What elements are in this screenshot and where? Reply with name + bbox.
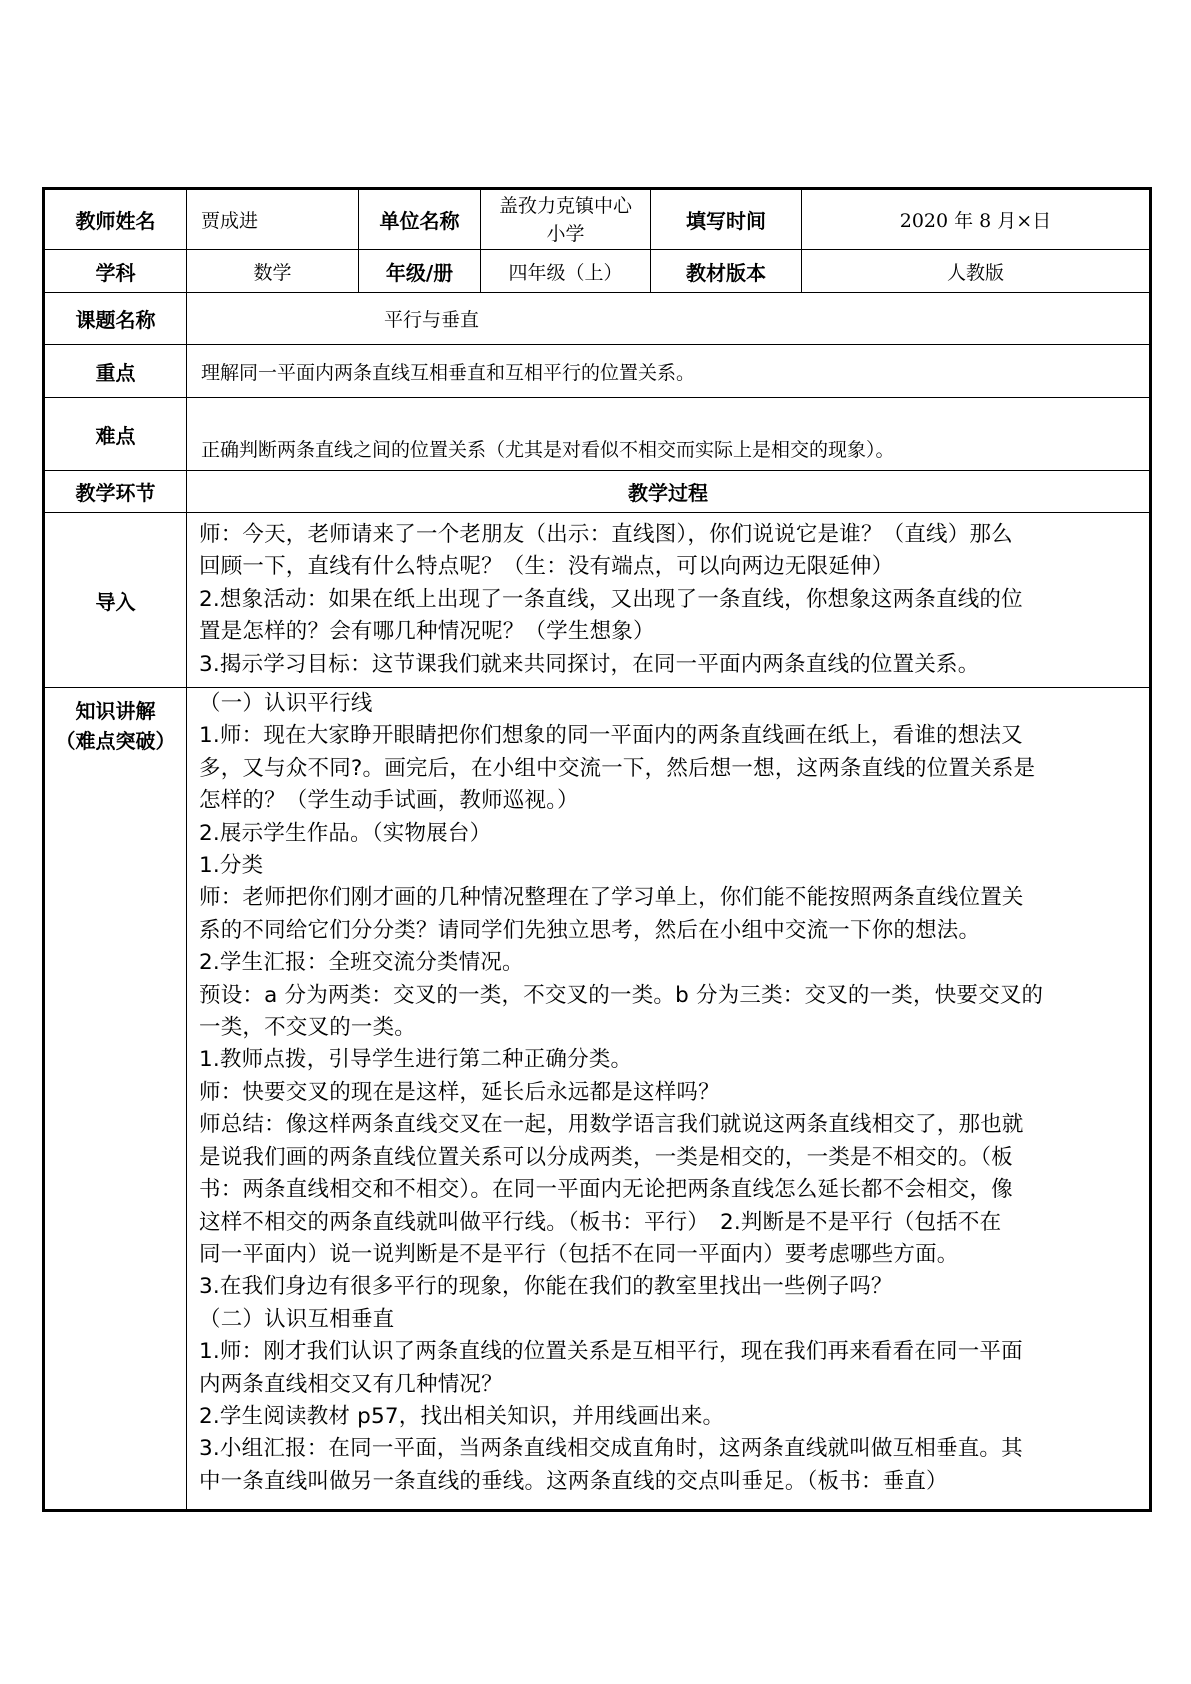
row-subject-info <box>44 250 1151 293</box>
lesson-plan-sheet <box>42 187 1149 1512</box>
knowledge-line: 这样不相交的两条直线就叫做平行线。（板书：平行） 2.判断是不是平行（包括不在 <box>199 1209 1002 1235</box>
knowledge-line: 1.教师点拨，引导学生进行第二种正确分类。 <box>199 1047 633 1073</box>
key-point-value: 理解同一平面内两条直线互相垂直和互相平行的位置关系。 <box>187 345 1151 398</box>
knowledge-line: 一类，不交叉的一类。 <box>199 1015 417 1041</box>
intro-content <box>187 513 1151 688</box>
knowledge-line: 怎样的？（学生动手试画，教师巡视。） <box>199 788 579 814</box>
knowledge-line: （一）认识平行线 <box>199 691 373 716</box>
knowledge-line: 2.学生汇报：全班交流分类情况。 <box>199 950 524 976</box>
intro-line: 回顾一下，直线有什么特点呢？（生：没有端点，可以向两边无限延伸） <box>199 554 894 580</box>
knowledge-content <box>187 688 1151 1511</box>
grade-value: 四年级（上） <box>481 250 651 293</box>
knowledge-line: 1.师：刚才我们认识了两条直线的位置关系是互相平行，现在我们再来看看在同一平面 <box>199 1339 1023 1365</box>
row-difficulty <box>44 398 1151 471</box>
intro-line: 师：今天，老师请来了一个老朋友（出示：直线图），你们说说它是谁？（直线）那么 <box>199 521 1013 547</box>
knowledge-line: 预设：a 分为两类：交叉的一类，不交叉的一类。b 分为三类：交叉的一类，快要交叉的 <box>199 982 1044 1008</box>
row-teacher-info <box>44 189 1151 250</box>
row-process-header <box>44 471 1151 513</box>
fill-date-value: 2020 年 8 月×日 <box>802 189 1151 250</box>
unit-name-line2: 小学 <box>546 222 585 245</box>
difficulty-label: 难点 <box>44 398 187 471</box>
subject-label: 学科 <box>44 250 187 293</box>
knowledge-label-line2: （难点突破） <box>55 729 176 753</box>
knowledge-line: 3.小组汇报：在同一平面，当两条直线相交成直角时，这两条直线就叫做互相垂直。其 <box>199 1436 1023 1462</box>
topic-label: 课题名称 <box>44 293 187 345</box>
knowledge-line: 3.在我们身边有很多平行的现象，你能在我们的教室里找出一些例子吗？ <box>199 1274 893 1300</box>
knowledge-line: 1.分类 <box>199 853 264 879</box>
knowledge-line: 师总结：像这样两条直线交叉在一起，用数学语言我们就说这两条直线相交了，那也就 <box>199 1112 1024 1138</box>
intro-label: 导入 <box>44 513 187 688</box>
lesson-plan-table <box>42 187 1152 1512</box>
knowledge-line: 师：快要交叉的现在是这样，延长后永远都是这样吗？ <box>199 1079 720 1105</box>
knowledge-line: 系的不同给它们分分类？请同学们先独立思考，然后在小组中交流一下你的想法。 <box>199 917 981 943</box>
unit-name-line1: 盖孜力克镇中心 <box>498 194 632 217</box>
topic-value: 平行与垂直 <box>187 293 1151 345</box>
intro-line: 置是怎样的？会有哪几种情况呢？（学生想象） <box>199 619 655 645</box>
knowledge-line: 1.师：现在大家睁开眼睛把你们想象的同一平面内的两条直线画在纸上，看谁的想法又 <box>199 723 1023 749</box>
process-title: 教学过程 <box>187 471 1151 513</box>
teacher-name-value: 贾成进 <box>187 189 359 250</box>
edition-label: 教材版本 <box>651 250 802 293</box>
edition-value: 人教版 <box>802 250 1151 293</box>
row-intro <box>44 513 1151 688</box>
subject-value: 数学 <box>187 250 359 293</box>
knowledge-label <box>44 688 187 1511</box>
difficulty-value: 正确判断两条直线之间的位置关系（尤其是对看似不相交而实际上是相交的现象）。 <box>187 398 1151 471</box>
knowledge-line: 2.学生阅读教材 p57，找出相关知识，并用线画出来。 <box>199 1403 725 1429</box>
knowledge-line: 同一平面内）说一说判断是不是平行（包括不在同一平面内）要考虑哪些方面。 <box>199 1241 959 1267</box>
knowledge-label-line1: 知识讲解 <box>75 699 156 723</box>
row-topic <box>44 293 1151 345</box>
intro-line: 2.想象活动：如果在纸上出现了一条直线，又出现了一条直线，你想象这两条直线的位 <box>199 586 1023 612</box>
key-point-label: 重点 <box>44 345 187 398</box>
knowledge-line: 书：两条直线相交和不相交）。在同一平面内无论把两条直线怎么延长都不会相交，像 <box>199 1177 1013 1203</box>
row-key-point <box>44 345 1151 398</box>
knowledge-line: 多，又与众不同?。画完后，在小组中交流一下，然后想一想，这两条直线的位置关系是 <box>199 755 1036 781</box>
knowledge-line: 中一条直线叫做另一条直线的垂线。这两条直线的交点叫垂足。（板书：垂直） <box>199 1468 948 1494</box>
grade-label: 年级/册 <box>359 250 481 293</box>
unit-name-label: 单位名称 <box>359 189 481 250</box>
process-stage-label: 教学环节 <box>44 471 187 513</box>
knowledge-line: 是说我们画的两条直线位置关系可以分成两类，一类是相交的，一类是不相交的。（板 <box>199 1144 1013 1170</box>
knowledge-line: 师：老师把你们刚才画的几种情况整理在了学习单上，你们能不能按照两条直线位置关 <box>199 885 1024 911</box>
knowledge-line: 2.展示学生作品。（实物展台） <box>199 820 492 846</box>
intro-line: 3.揭示学习目标：这节课我们就来共同探讨，在同一平面内两条直线的位置关系。 <box>199 651 980 677</box>
knowledge-line: 内两条直线相交又有几种情况？ <box>199 1371 503 1397</box>
teacher-name-label: 教师姓名 <box>44 189 187 250</box>
knowledge-line: （二）认识互相垂直 <box>199 1306 395 1332</box>
row-knowledge <box>44 688 1151 1511</box>
unit-name-value <box>481 189 651 250</box>
fill-date-label: 填写时间 <box>651 189 802 250</box>
